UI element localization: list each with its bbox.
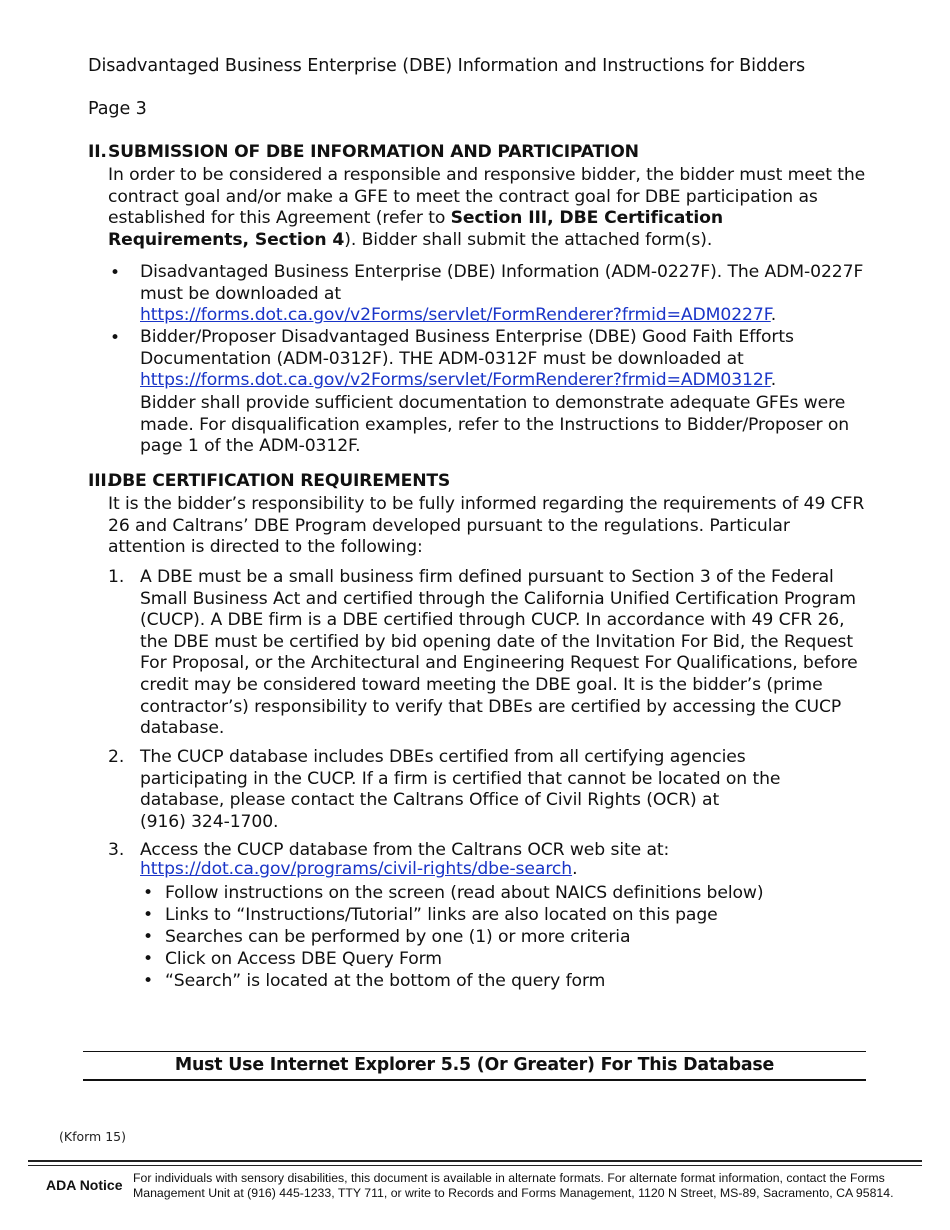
adm0227f-link[interactable]: https://forms.dot.ca.gov/v2Forms/servlet/FormRenderer?frmid=ADM0227F xyxy=(140,305,771,326)
item-3-text: Access the CUCP database from the Caltrans OCR web site at: xyxy=(140,840,670,860)
list-item: • Follow instructions on the screen (read about NAICS definitions below) xyxy=(140,882,860,904)
notice-top-rule xyxy=(83,1051,866,1052)
item-3-link-line: https://dot.ca.gov/programs/civil-rights/dbe-search. xyxy=(140,859,578,879)
document-title: Disadvantaged Business Enterprise (DBE) Information and Instructions for Bidders xyxy=(88,56,806,76)
adm0312f-link[interactable]: https://forms.dot.ca.gov/v2Forms/servlet/FormRenderer?frmid=ADM0312F xyxy=(140,370,771,391)
query-instructions-list xyxy=(140,882,860,992)
bullet-icon: • xyxy=(110,328,121,348)
item-3-number: 3. xyxy=(108,840,125,860)
section-3-heading: DBE CERTIFICATION REQUIREMENTS xyxy=(108,471,451,491)
section-2-heading: SUBMISSION OF DBE INFORMATION AND PARTICIPATION xyxy=(108,142,639,162)
list-item: • Click on Access DBE Query Form xyxy=(140,948,860,970)
section-2-intro: In order to be considered a responsible and responsive bidder, the bidder must meet the contract goal and/or make a GFE to meet the contract goal for DBE participation as established for this Agreement (refer to Section III, DBE Certification Requirements, Section 4). Bidder shall submit the attached form(s). xyxy=(108,165,866,250)
list-item: • Searches can be performed by one (1) or more criteria xyxy=(140,926,860,948)
section-2-number: II. xyxy=(88,142,107,162)
item-1-number: 1. xyxy=(108,567,125,587)
footer-rule-top xyxy=(28,1160,922,1162)
list-item: • “Search” is located at the bottom of the query form xyxy=(140,970,860,992)
item-2-number: 2. xyxy=(108,747,125,767)
page-number: Page 3 xyxy=(88,99,147,119)
footer-rule-bottom xyxy=(28,1165,922,1166)
section-3-number: III. xyxy=(88,471,113,491)
bullet-adm0227f: Disadvantaged Business Enterprise (DBE) Information (ADM-0227F). The ADM-0227F must be downloaded at https://forms.dot.ca.gov/v2Forms/servlet/FormRenderer?frmid=ADM0227F. xyxy=(140,262,864,326)
item-2-text: The CUCP database includes DBEs certified from all certifying agencies participating in the CUCP. If a firm is certified that cannot be located on the database, please contact the Caltrans Office of Civil Rights (OCR) at xyxy=(140,747,781,811)
dbe-search-link[interactable]: https://dot.ca.gov/programs/civil-rights/dbe-search xyxy=(140,859,573,879)
bullet-icon: • xyxy=(110,263,121,283)
form-id: (Kform 15) xyxy=(59,1129,126,1144)
list-item: • Links to “Instructions/Tutorial” links are also located on this page xyxy=(140,904,860,926)
browser-notice: Must Use Internet Explorer 5.5 (Or Greater) For This Database xyxy=(174,1055,775,1075)
ada-notice-label: ADA Notice xyxy=(46,1177,123,1193)
ada-notice-text: For individuals with sensory disabilities, this document is available in alternate formats. For alternate format information, contact the Forms Management Unit at (916) 445-1233, TTY 711, or write to Records and Forms Management, 1120 N Street, MS-89, Sacramento, CA 95814. xyxy=(133,1171,894,1200)
notice-bottom-rule xyxy=(83,1079,866,1081)
item-1-text: A DBE must be a small business firm defined pursuant to Section 3 of the Federal Small Business Act and certified through the California Unified Certification Program (CUCP). A DBE firm is a DBE certified through CUCP. In accordance with 49 CFR 26, the DBE must be certified by bid opening date of the Invitation For Bid, the Request For Proposal, or the Architectural and Engineering Request For Qualifications, before credit may be considered toward meeting the DBE goal. It is the bidder’s (prime contractor’s) responsibility to verify that DBEs are certified by accessing the CUCP database. xyxy=(140,567,858,739)
section-3-intro: It is the bidder’s responsibility to be fully informed regarding the requirements of 49 CFR 26 and Caltrans’ DBE Program developed pursuant to the regulations. Particular attention is directed to the following: xyxy=(108,494,865,558)
ocr-phone: (916) 324-1700. xyxy=(140,812,279,832)
bullet-adm0312f: Bidder/Proposer Disadvantaged Business Enterprise (DBE) Good Faith Efforts Documentation (ADM-0312F). THE ADM-0312F must be downloaded at https://forms.dot.ca.gov/v2Forms/servlet/FormRenderer?frmid=ADM0312F. xyxy=(140,327,794,391)
gfe-documentation-note: Bidder shall provide sufficient documentation to demonstrate adequate GFEs were made. For disqualification examples, refer to the Instructions to Bidder/Proposer on page 1 of the ADM-0312F. xyxy=(140,393,850,457)
